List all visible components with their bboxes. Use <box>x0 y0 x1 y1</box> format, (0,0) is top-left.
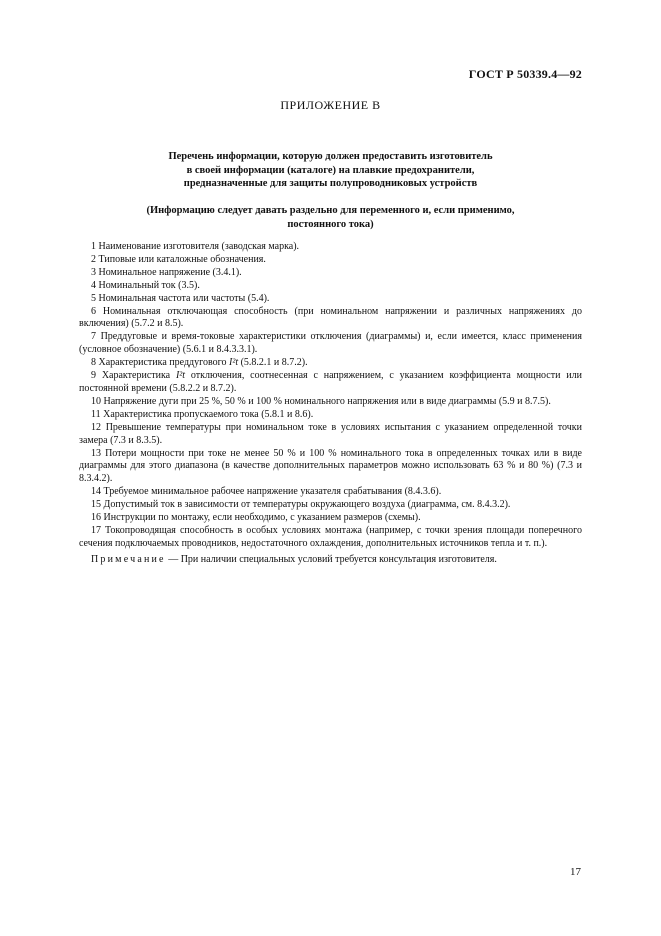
note-text: — При наличии специальных условий требуется консультация изготовителя. <box>165 554 497 565</box>
list-item: 16 Инструкции по монтажу, если необходимо, с указанием размеров (схемы). <box>91 512 421 524</box>
note <box>79 553 582 566</box>
list-item: 12 Превышение температуры при номинальном токе в условиях испытания с указанием определенной точки замера (7.3 и 8.3.5). <box>79 421 582 446</box>
list-item: 3 Номинальное напряжение (3.4.1). <box>91 266 242 278</box>
heading-line: Перечень информации, которую должен предоставить изготовитель <box>168 151 493 162</box>
list-item: 10 Напряжение дуги при 25 %, 50 % и 100 % номинального напряжения или в виде диаграммы (5.9 и 8.7.5). <box>91 395 551 407</box>
list-item: 7 Преддуговые и время-токовые характеристики отключения (диаграммы) и, если имеется, класс применения (условное обозначение) (5.6.1 и 8.4.3.3.1). <box>79 331 582 356</box>
subheading-line: (Информацию следует давать раздельно для переменного и, если применимо, <box>146 205 515 216</box>
section-subheading <box>0 204 661 231</box>
list-item: 6 Номинальная отключающая способность (при номинальном напряжении и различных напряжениях до включения) (5.7.2 и 8.5). <box>79 305 582 330</box>
appendix-title: ПРИЛОЖЕНИЕ В <box>280 98 381 112</box>
list-item: 1 Наименование изготовителя (заводская марка). <box>91 241 300 252</box>
list-item: 5 Номинальная частота или частоты (5.4). <box>91 292 270 304</box>
information-list <box>79 241 582 551</box>
list-item: 17 Токопроводящая способность в особых условиях монтажа (например, с точки зрения площади поперечного сечения подключаемых проводников, недостаточного охлаждения, дополнительных источников тепла и т. п.). <box>79 524 582 549</box>
subheading-line: постоянного тока) <box>287 218 374 230</box>
list-item: 4 Номинальный ток (3.5). <box>91 279 200 291</box>
list-item: 13 Потери мощности при токе не менее 50 % и 100 % номинального тока в определенных точках или в виде диаграммы для этого диапазона (в качестве дополнительных параметров можно использовать 63 % и 80 %) (7.3 и 8.3.4.2). <box>79 447 582 485</box>
note-label: Примечание <box>91 554 166 565</box>
heading-line: в своей информации (каталоге) на плавкие предохранители, <box>186 164 475 176</box>
document-code: ГОСТ Р 50339.4—92 <box>468 67 582 81</box>
list-item: 14 Требуемое минимальное рабочее напряжение указателя срабатывания (8.4.3.6). <box>91 486 442 498</box>
list-item: 11 Характеристика пропускаемого тока (5.8.1 и 8.6). <box>91 408 314 420</box>
list-item: 9 Характеристика I²t отключения, соотнесенная с напряжением, с указанием коэффициента мощности или постоянной времени (5.8.2.2 и 8.7.2). <box>79 370 582 394</box>
list-item: 15 Допустимый ток в зависимости от температуры окружающего воздуха (диаграмма, см. 8.4.3.2). <box>91 499 511 511</box>
heading-line: предназначенные для защиты полупроводниковых устройств <box>183 178 478 189</box>
section-heading <box>0 150 661 191</box>
page-number: 17 <box>570 866 581 878</box>
list-item: 2 Типовые или каталожные обозначения. <box>91 253 266 265</box>
list-item: 8 Характеристика преддугового I²t (5.8.2.1 и 8.7.2). <box>91 357 308 369</box>
